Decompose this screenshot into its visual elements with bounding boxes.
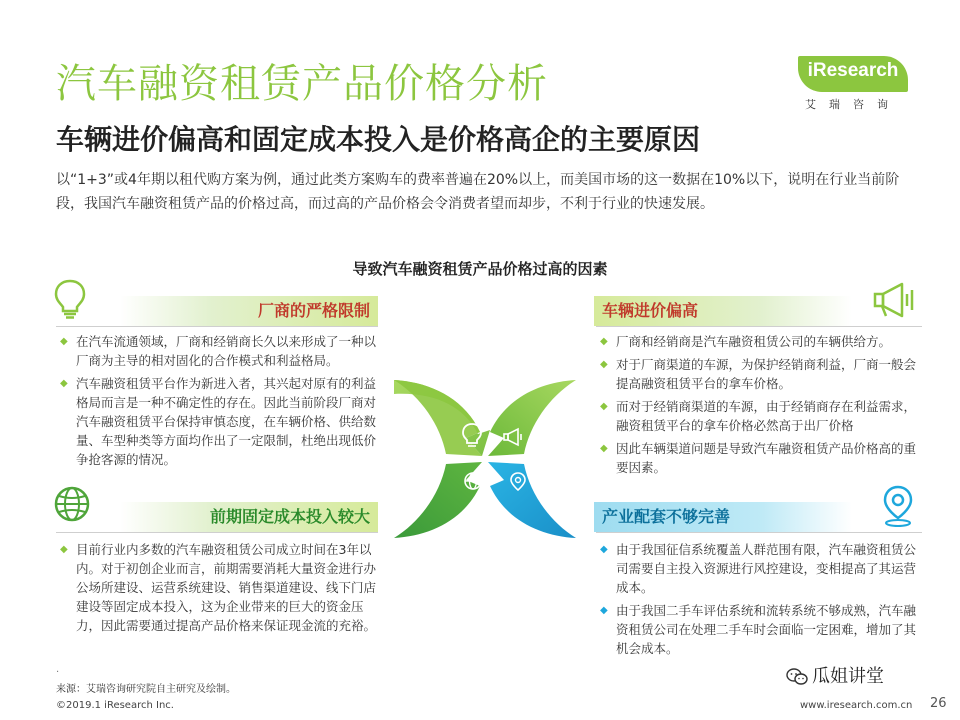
heading-manufacturer-limits: 厂商的严格限制 bbox=[120, 296, 378, 326]
four-arrow-diagram bbox=[390, 376, 580, 542]
page-number: 26 bbox=[930, 696, 947, 711]
bullets-bottom-left bbox=[60, 540, 382, 639]
list-item: ◆ 由于我国二手车评估系统和流转系统不够成熟，汽车融资租赁公司在处理二手车时会面临一定困难，增加了其机会成本。 bbox=[600, 601, 926, 658]
page-subtitle: 车辆进价偏高和固定成本投入是价格高企的主要原因 bbox=[56, 123, 701, 156]
website: www.iresearch.com.cn bbox=[800, 700, 913, 711]
bullets-top-left bbox=[60, 332, 382, 473]
globe-icon bbox=[52, 484, 92, 524]
logo-brand: iResearch bbox=[807, 60, 899, 81]
source-note: 来源：艾瑞咨询研究院自主研究及绘制。 bbox=[56, 684, 236, 695]
diagram-title: 导致汽车融资租赁产品价格过高的因素 bbox=[352, 260, 608, 278]
bullets-bottom-right bbox=[600, 540, 926, 662]
page-title: 汽车融资租赁产品价格分析 bbox=[56, 61, 548, 107]
copyright: ©2019.1 iResearch Inc. bbox=[56, 700, 174, 711]
list-item: ◆ 厂商和经销商是汽车融资租赁公司的车辆供给方。 bbox=[600, 332, 926, 351]
list-item: ◆ 因此车辆渠道问题是导致汽车融资租赁产品价格高的重要因素。 bbox=[600, 439, 926, 477]
iresearch-logo bbox=[798, 56, 908, 112]
list-item: ◆ 在汽车流通领域，厂商和经销商长久以来形成了一种以厂商为主导的相对固化的合作模式和利益格局。 bbox=[60, 332, 382, 370]
divider-bottom-left bbox=[56, 532, 378, 533]
divider-bottom-right bbox=[596, 532, 922, 533]
list-item: ◆ 目前行业内多数的汽车融资租赁公司成立时间在3年以内。对于初创企业而言，前期需要消耗大量资金进行办公场所建设、运营系统建设、销售渠道建设、线下门店建设等固定成本投入，这为企业带来的巨大的资金压力，因此需要通过提高产品价格来保证现金流的充裕。 bbox=[60, 540, 382, 635]
footnote-dot: . bbox=[56, 664, 60, 675]
heading-industry-support: 产业配套不够完善 bbox=[594, 502, 852, 532]
logo-cn: 艾瑞咨询 bbox=[805, 98, 901, 111]
bullets-top-right bbox=[600, 332, 926, 481]
heading-fixed-cost: 前期固定成本投入较大 bbox=[120, 502, 378, 532]
arrow-top-right bbox=[488, 380, 576, 456]
location-pin-icon bbox=[880, 484, 916, 524]
megaphone-icon bbox=[872, 280, 918, 320]
arrow-bottom-right bbox=[488, 462, 576, 538]
intro-paragraph: 以“1+3”或4年期以租代购方案为例，通过此类方案购车的费率普遍在20%以上，而美国市场的这一数据在10%以下，说明在行业当前阶段，我国汽车融资租赁产品的价格过高，而过高的产品价格会令消费者望而却步，不利于行业的快速发展。 bbox=[56, 172, 900, 212]
list-item: ◆ 而对于经销商渠道的车源，由于经销商存在利益需求，融资租赁平台的拿车价格必然高于出厂价格 bbox=[600, 397, 926, 435]
list-item: ◆ 由于我国征信系统覆盖人群范围有限，汽车融资租赁公司需要自主投入资源进行风控建设，变相提高了其运营成本。 bbox=[600, 540, 926, 597]
wechat-watermark bbox=[786, 662, 884, 688]
lightbulb-icon bbox=[52, 278, 88, 318]
divider-top-right bbox=[596, 326, 922, 327]
wechat-name: 瓜姐讲堂 bbox=[812, 666, 884, 687]
wechat-icon bbox=[786, 667, 808, 687]
list-item: ◆ 对于厂商渠道的车源，为保护经销商利益，厂商一般会提高融资租赁平台的拿车价格。 bbox=[600, 355, 926, 393]
heading-vehicle-cost: 车辆进价偏高 bbox=[594, 296, 852, 326]
divider-top-left bbox=[56, 326, 378, 327]
list-item: ◆ 汽车融资租赁平台作为新进入者，其兴起对原有的利益格局而言是一种不确定性的存在。因此当前阶段厂商对汽车融资租赁平台保持审慎态度，在车辆价格、供给数量、车型种类等方面均作出了一定限制，杜绝出现低价争抢客源的情况。 bbox=[60, 374, 382, 469]
